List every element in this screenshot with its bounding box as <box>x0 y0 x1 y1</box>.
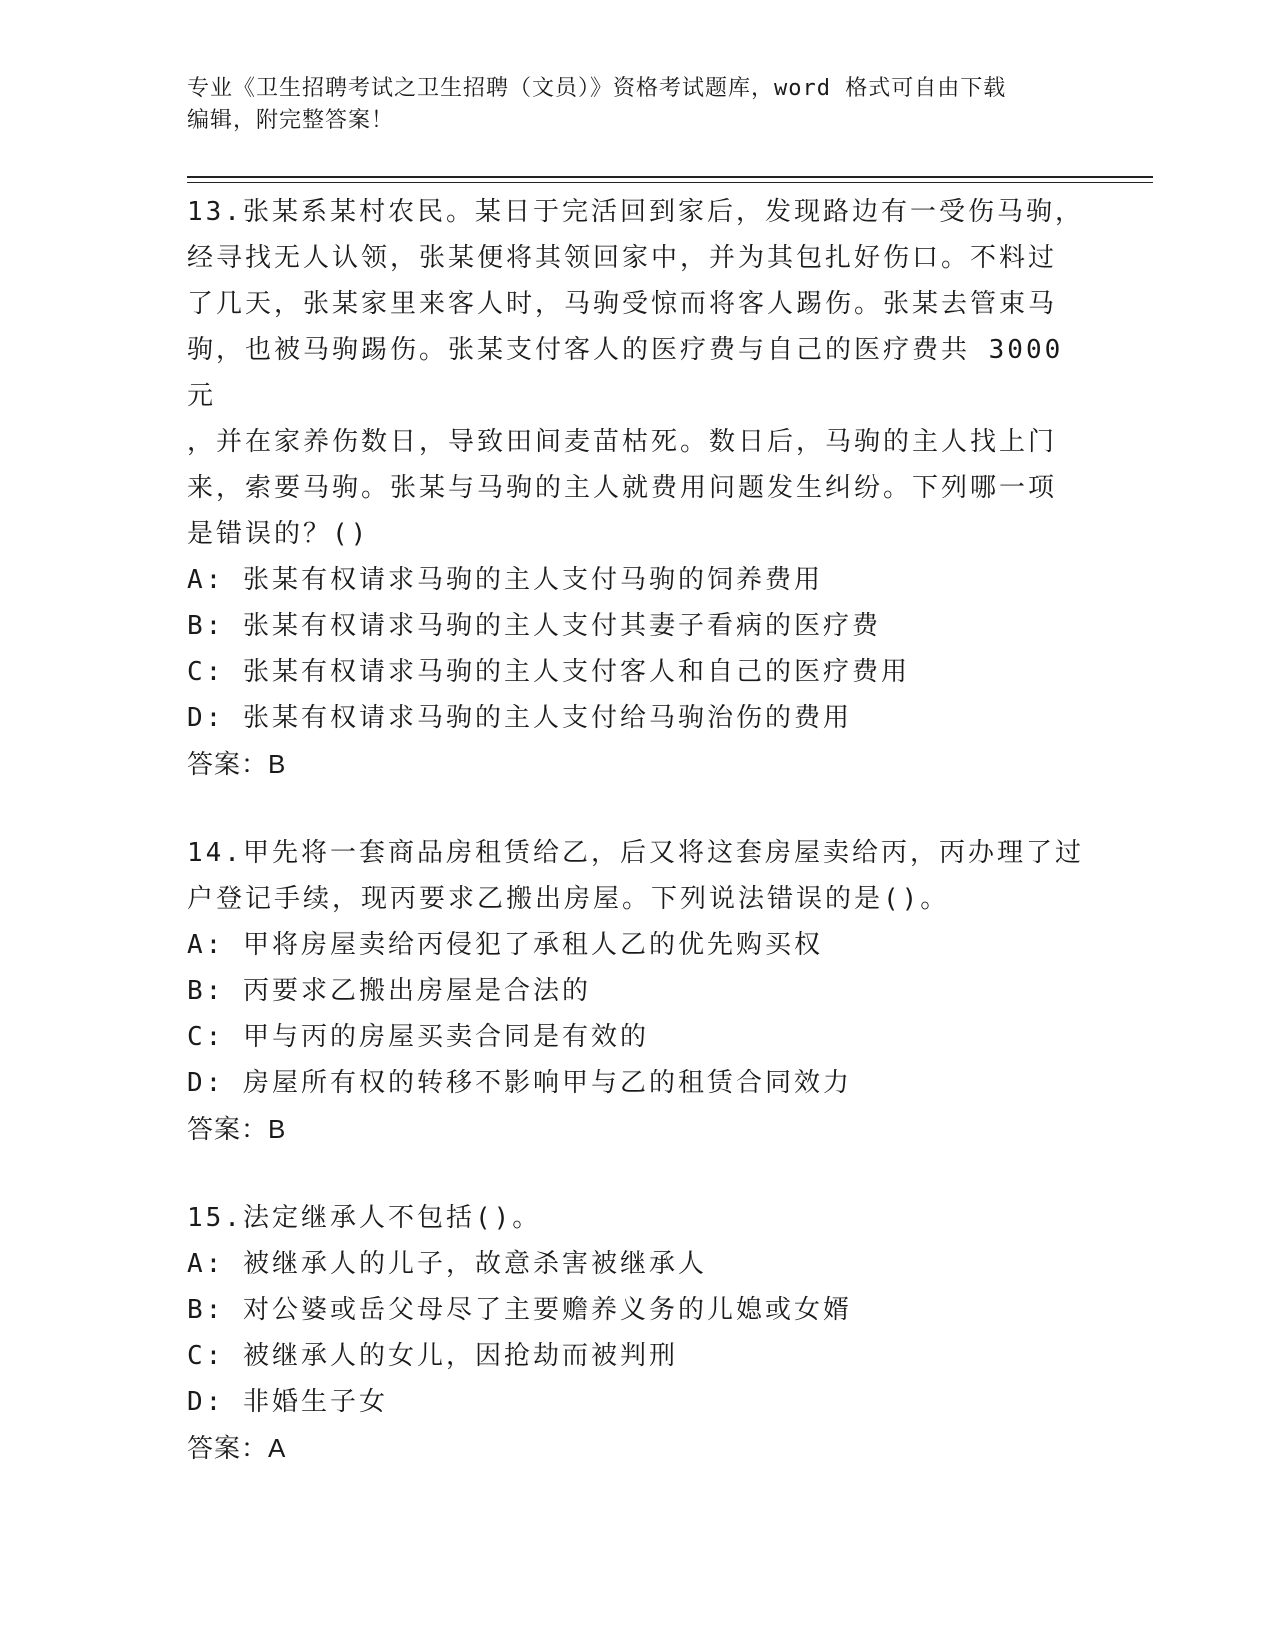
question-stem-line: ，并在家养伤数日，导致田间麦苗枯死。数日后，马驹的主人找上门 <box>187 427 1058 457</box>
question-13 <box>187 189 1087 787</box>
header-divider-thin <box>187 182 1153 183</box>
question-spacer <box>187 787 1087 830</box>
question-stem-line: 是错误的？() <box>187 519 370 549</box>
option-b: B: 张某有权请求马驹的主人支付其妻子看病的医疗费 <box>187 611 881 641</box>
answer-label: 答案：B <box>187 1114 287 1144</box>
option-c: C: 甲与丙的房屋买卖合同是有效的 <box>187 1022 649 1052</box>
option-a: A: 甲将房屋卖给丙侵犯了承租人乙的优先购买权 <box>187 930 823 960</box>
question-stem-line: 来，索要马驹。张某与马驹的主人就费用问题发生纠纷。下列哪一项 <box>187 473 1058 503</box>
option-d: D: 房屋所有权的转移不影响甲与乙的租赁合同效力 <box>187 1068 852 1098</box>
option-c: C: 被继承人的女儿，因抢劫而被判刑 <box>187 1341 678 1371</box>
question-list <box>187 189 1087 1471</box>
option-d: D: 张某有权请求马驹的主人支付给马驹治伤的费用 <box>187 703 852 733</box>
question-stem-line: 14.甲先将一套商品房租赁给乙，后又将这套房屋卖给丙，丙办理了过 <box>187 838 1084 868</box>
question-14 <box>187 830 1087 1152</box>
answer-label: 答案：A <box>187 1433 287 1463</box>
question-stem-line: 驹，也被马驹踢伤。张某支付客人的医疗费与自己的医疗费共 3000 元 <box>187 335 1064 411</box>
question-stem-line: 了几天，张某家里来客人时，马驹受惊而将客人踢伤。张某去管束马 <box>187 289 1058 319</box>
header-line-2: 编辑，附完整答案！ <box>187 108 395 133</box>
question-15 <box>187 1195 1087 1471</box>
answer-label: 答案：B <box>187 749 287 779</box>
header-line-1: 专业《卫生招聘考试之卫生招聘（文员）》资格考试题库，word 格式可自由下载 <box>187 76 1007 101</box>
question-stem-line: 经寻找无人认领，张某便将其领回家中，并为其包扎好伤口。不料过 <box>187 243 1058 273</box>
option-b: B: 对公婆或岳父母尽了主要赡养义务的儿媳或女婿 <box>187 1295 852 1325</box>
header-divider-thick <box>187 176 1153 178</box>
option-c: C: 张某有权请求马驹的主人支付客人和自己的医疗费用 <box>187 657 910 687</box>
option-a: A: 张某有权请求马驹的主人支付马驹的饲养费用 <box>187 565 823 595</box>
option-a: A: 被继承人的儿子，故意杀害被继承人 <box>187 1249 707 1279</box>
question-spacer <box>187 1152 1087 1195</box>
document-header <box>187 73 1067 137</box>
option-d: D: 非婚生子女 <box>187 1387 388 1417</box>
option-b: B: 丙要求乙搬出房屋是合法的 <box>187 976 591 1006</box>
question-stem-line: 15.法定继承人不包括()。 <box>187 1203 542 1233</box>
question-stem-line: 户登记手续，现丙要求乙搬出房屋。下列说法错误的是()。 <box>187 884 950 914</box>
question-stem-line: 13.张某系某村农民。某日于完活回到家后，发现路边有一受伤马驹， <box>187 197 1084 227</box>
